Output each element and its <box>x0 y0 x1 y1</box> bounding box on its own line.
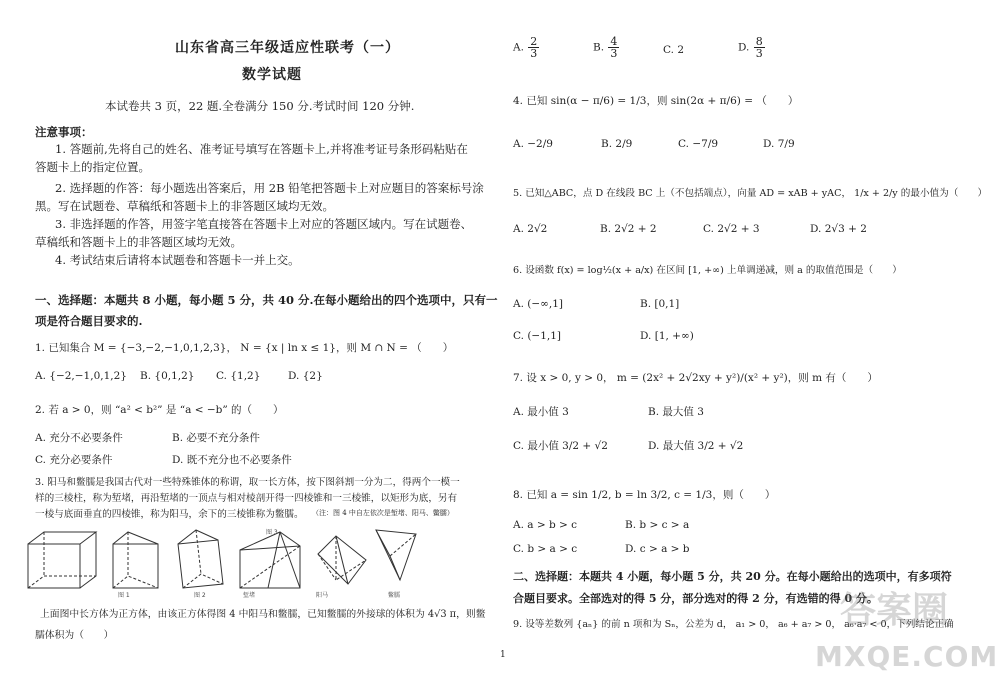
option-d: D. 7/9 <box>763 138 795 150</box>
option-d: D. 2√3 + 2 <box>810 223 867 235</box>
exam-intro: 本试卷共 3 页，22 题.全卷满分 150 分.考试时间 120 分钟. <box>105 99 415 113</box>
option-c: C. 2√2 + 3 <box>703 223 760 235</box>
question-stem: 上面图中长方体为正方体，由该正方体得图 4 中阳马和鳖臑，已知鳖臑的外接球的体积为 4√3 π，则鳖 <box>40 609 486 620</box>
figure-label: 图 1 <box>118 592 130 598</box>
option-d: D. [1, +∞) <box>640 330 694 342</box>
option-b: B. [0,1] <box>640 298 680 310</box>
option-d: D. 既不充分也不必要条件 <box>172 454 292 466</box>
section-heading: 项是符合题目要求的. <box>35 314 143 328</box>
figure-note: （注：图 4 中自左依次是堑堵、阳马、鳖臑） <box>312 509 454 517</box>
option-c: C. 最小值 3/2 + √2 <box>513 440 608 452</box>
option-a: A. −2/9 <box>513 138 553 150</box>
note-line: 答题卡上的指定位置。 <box>35 160 150 174</box>
option-b: B. $\frac{4}{3}$ <box>593 35 618 60</box>
option-a: A. {−2,−1,0,1,2} <box>35 370 127 382</box>
option-a: A. $\frac{2}{3}$ <box>513 35 538 60</box>
note-line: 2. 选择题的作答：每小题选出答案后，用 2B 铅笔把答题卡上对应题目的答案标号涂 <box>55 181 484 195</box>
option-a: A. 最小值 3 <box>513 406 569 418</box>
note-line: 草稿纸和答题卡上的非答题区域均无效。 <box>35 235 242 249</box>
option-a: A. 充分不必要条件 <box>35 432 123 444</box>
option-c: C. −7/9 <box>678 138 719 150</box>
section-heading: 合题目要求。全部选对的得 5 分，部分选对的得 2 分，有选错的得 0 分。 <box>513 592 878 605</box>
notes-heading: 注意事项： <box>35 125 93 139</box>
section-heading: 一、选择题：本题共 8 小题，每小题 5 分，共 40 分.在每小题给出的四个选项中，只有一 <box>35 293 498 307</box>
figure-label: 图 2 <box>194 592 206 598</box>
figure-label: 图 3 <box>266 529 278 536</box>
question-stem: 样的三棱柱，称为堑堵，再沿堑堵的一顶点与相对棱剖开得一四棱锥和一三棱锥，以矩形为底，另有 <box>35 493 458 504</box>
option-c: C. b > a > c <box>513 543 578 555</box>
option-d: D. $\frac{8}{3}$ <box>738 35 763 60</box>
option-c: C. 充分必要条件 <box>35 454 113 466</box>
option-a: A. (−∞,1] <box>513 298 564 310</box>
page-number: 1 <box>500 650 506 660</box>
question-stem: 1. 已知集合 M = {−3,−2,−1,0,1,2,3}， N = {x | ln x ≤ 1}，则 M ∩ N = （ ） <box>35 342 454 354</box>
option-b: B. 2√2 + 2 <box>600 223 657 235</box>
option-b: B. {0,1,2} <box>140 370 195 382</box>
question-stem: 3. 阳马和鳖臑是我国古代对一些特殊锥体的称谓，取一长方体，按下图斜割一分为二，得两个一模一 <box>35 477 460 488</box>
question-stem: 6. 设函数 f(x) = log½(x + a/x) 在区间 [1, +∞) 上单调递减，则 a 的取值范围是（ ） <box>513 265 902 276</box>
option-d: D. 最大值 3/2 + √2 <box>648 440 744 452</box>
question-stem: 臑体积为（ ） <box>35 630 114 641</box>
exam-title: 山东省高三年级适应性联考（一） <box>175 40 400 56</box>
option-a: A. 2√2 <box>513 223 548 235</box>
polyhedra-figure <box>18 522 448 598</box>
figure-label: 阳马 <box>316 592 329 598</box>
option-d: D. {2} <box>288 370 323 382</box>
exam-subtitle: 数学试题 <box>242 67 302 83</box>
note-line: 黑。写在试题卷、草稿纸和答题卡上的非答题区域均无效。 <box>35 199 334 213</box>
option-c: C. (−1,1] <box>513 330 562 342</box>
watermark-url: MXQE.COM <box>815 640 999 673</box>
question-stem: 5. 已知△ABC，点 D 在线段 BC 上（不包括端点），向量 AD = xAB + yAC， 1/x + 2/y 的最小值为（ ） <box>513 188 988 199</box>
question-stem: 9. 设等差数列 {aₙ} 的前 n 项和为 Sₙ，公差为 d， a₁ > 0， a₆ + a₇ > 0， a₆·a₇ < 0，下列结论正确 <box>513 619 954 630</box>
option-c: C. {1,2} <box>216 370 261 382</box>
option-b: B. 必要不充分条件 <box>172 432 260 444</box>
watermark-logo: 答案圈 <box>840 590 949 631</box>
option-b: B. 2/9 <box>601 138 633 150</box>
figure-label: 鳖臑 <box>388 592 401 598</box>
question-stem: 7. 设 x > 0, y > 0， m = (2x² + 2√2xy + y²)/(x² + y²)，则 m 有（ ） <box>513 372 878 384</box>
note-line: 3. 非选择题的作答，用签字笔直接答在答题卡上对应的答题区域内。写在试题卷、 <box>55 217 473 231</box>
option-b: B. b > c > a <box>625 519 690 531</box>
note-line: 4. 考试结束后请将本试题卷和答题卡一并上交。 <box>55 253 300 267</box>
option-a: A. a > b > c <box>513 519 578 531</box>
question-stem: 2. 若 a > 0，则 “a² < b²” 是 “a < −b” 的（ ） <box>35 404 284 416</box>
option-c: C. 2 <box>663 44 685 56</box>
polyhedra-figure-svg <box>18 522 448 598</box>
question-stem: 4. 已知 sin(α − π/6) = 1/3，则 sin(2α + π/6) = （ ） <box>513 95 799 107</box>
option-b: B. 最大值 3 <box>648 406 704 418</box>
note-line: 1. 答题前,先将自己的姓名、准考证号填写在答题卡上,并将准考证号条形码粘贴在 <box>55 142 468 156</box>
question-stem: 8. 已知 a = sin 1/2, b = ln 3/2, c = 1/3，则（ ） <box>513 489 776 501</box>
section-heading: 二、选择题：本题共 4 小题，每小题 5 分，共 20 分。在每小题给出的选项中，有多项符 <box>513 570 952 583</box>
option-d: D. c > a > b <box>625 543 690 555</box>
figure-label: 堑堵 <box>243 592 256 598</box>
question-stem: 一棱与底面垂直的四棱锥，称为阳马，余下的三棱锥称为鳖臑。 <box>35 509 304 520</box>
